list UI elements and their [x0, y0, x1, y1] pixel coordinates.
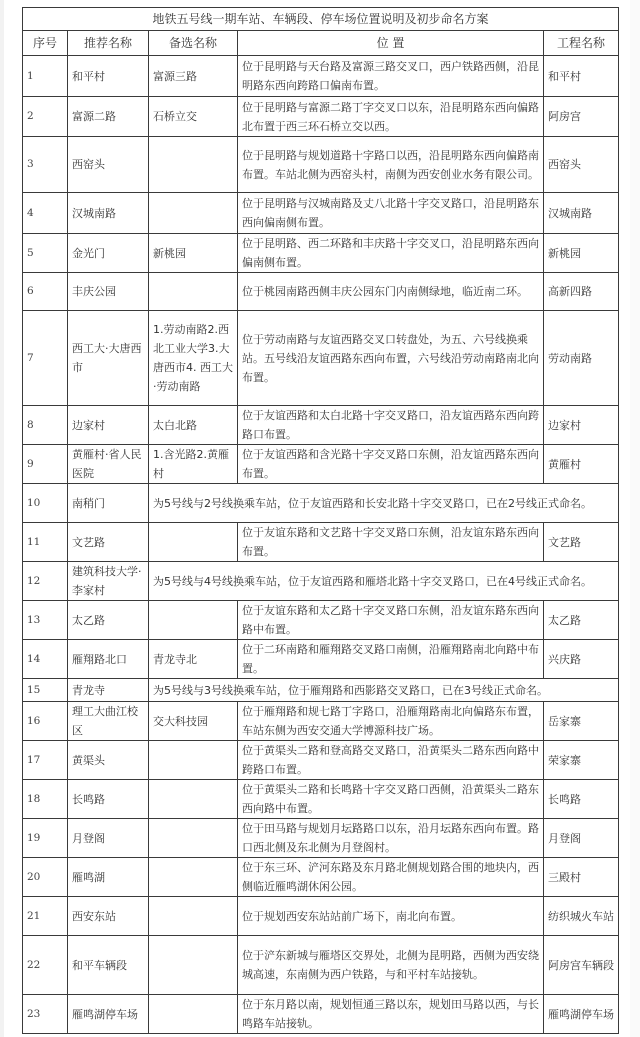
row-number: 9	[23, 445, 68, 484]
project-name: 荣家寨	[544, 741, 619, 780]
alternative-name: 交大科技园	[149, 702, 238, 741]
recommended-name: 理工大曲江校区	[68, 702, 149, 741]
location-description: 位于二环南路和雁翔路交叉路口南侧，沿雁翔路南北向路中布置。	[238, 640, 544, 679]
station-naming-table	[22, 7, 619, 1034]
project-name: 长鸣路	[544, 780, 619, 819]
alternative-name	[149, 858, 238, 897]
table-row	[23, 445, 619, 484]
recommended-name: 雁翔路北口	[68, 640, 149, 679]
row-number: 14	[23, 640, 68, 679]
alternative-name: 富源三路	[149, 56, 238, 97]
row-number: 23	[23, 995, 68, 1034]
recommended-name: 黄雁村·省人民医院	[68, 445, 149, 484]
row-number: 17	[23, 741, 68, 780]
recommended-name: 南稍门	[68, 484, 149, 523]
alternative-name	[149, 523, 238, 562]
recommended-name: 太乙路	[68, 601, 149, 640]
table-row	[23, 897, 619, 936]
table-row	[23, 995, 619, 1034]
project-name: 和平村	[544, 56, 619, 97]
alternative-name: 青龙寺北	[149, 640, 238, 679]
location-description: 位于昆明路与汉城南路及丈八北路十字交叉路口，沿昆明路东西向偏南侧布置。	[238, 193, 544, 234]
header-alternative-name: 备选名称	[149, 31, 238, 56]
row-number: 12	[23, 562, 68, 601]
table-row	[23, 780, 619, 819]
alternative-name	[149, 897, 238, 936]
recommended-name: 雁鸣湖停车场	[68, 995, 149, 1034]
recommended-name: 青龙寺	[68, 679, 149, 702]
recommended-name: 文艺路	[68, 523, 149, 562]
row-number: 20	[23, 858, 68, 897]
project-name: 高新四路	[544, 273, 619, 311]
transfer-note: 为5号线与3号线换乘车站，位于雁翔路和西影路交叉路口，已在3号线正式命名。	[149, 679, 619, 702]
recommended-name: 西安东站	[68, 897, 149, 936]
recommended-name: 黄渠头	[68, 741, 149, 780]
recommended-name: 西窑头	[68, 137, 149, 193]
location-description: 位于桃园南路西侧丰庆公园东门内南侧绿地，临近南二环。	[238, 273, 544, 311]
location-description: 位于浐东新城与雁塔区交界处，北侧为昆明路，西侧为西安绕城高速，东南侧为西户铁路，与和平村车站接轨。	[238, 936, 544, 995]
alternative-name: 1.劳动南路2.西北工业大学3.大唐西市4. 西工大·劳动南路	[149, 311, 238, 406]
page-left-edge	[0, 0, 4, 1037]
location-description: 位于昆明路与富源二路丁字交叉口以东，沿昆明路东西向偏路北布置于西三环石桥立交以西。	[238, 97, 544, 137]
row-number: 3	[23, 137, 68, 193]
recommended-name: 月登阁	[68, 819, 149, 858]
row-number: 16	[23, 702, 68, 741]
project-name: 月登阁	[544, 819, 619, 858]
transfer-note: 为5号线与4号线换乘车站，位于友谊西路和雁塔北路十字交叉路口，已在4号线正式命名。	[149, 562, 619, 601]
location-description: 位于东月路以南，规划恒通三路以东，规划田马路以西，与长鸣路车站接轨。	[238, 995, 544, 1034]
project-name: 劳动南路	[544, 311, 619, 406]
table-row	[23, 311, 619, 406]
recommended-name: 雁鸣湖	[68, 858, 149, 897]
row-number: 13	[23, 601, 68, 640]
header-number: 序号	[23, 31, 68, 56]
location-description: 位于友谊东路和文艺路十字交叉路口东侧，沿友谊东路东西向布置。	[238, 523, 544, 562]
row-number: 6	[23, 273, 68, 311]
table-row	[23, 936, 619, 995]
row-number: 19	[23, 819, 68, 858]
project-name: 汉城南路	[544, 193, 619, 234]
row-number: 8	[23, 406, 68, 445]
table-row	[23, 484, 619, 523]
table-title: 地铁五号线一期车站、车辆段、停车场位置说明及初步命名方案	[23, 8, 619, 31]
page-right-edge	[630, 0, 640, 1037]
recommended-name: 边家村	[68, 406, 149, 445]
recommended-name: 金光门	[68, 234, 149, 273]
project-name: 西窑头	[544, 137, 619, 193]
location-description: 位于友谊西路和含光路十字交叉路口东侧，沿友谊西路东西向布置。	[238, 445, 544, 484]
table-row	[23, 234, 619, 273]
table-row	[23, 858, 619, 897]
row-number: 10	[23, 484, 68, 523]
location-description: 位于昆明路、西二环路和丰庆路十字交叉口，沿昆明路东西向偏南侧布置。	[238, 234, 544, 273]
location-description: 位于黄渠头二路和长鸣路十字交叉路口西侧，沿黄渠头二路东西向路中布置。	[238, 780, 544, 819]
location-description: 位于黄渠头二路和登高路交叉路口，沿黄渠头二路东西向路中跨路口布置。	[238, 741, 544, 780]
table-row	[23, 601, 619, 640]
alternative-name: 太白北路	[149, 406, 238, 445]
table-row	[23, 702, 619, 741]
alternative-name	[149, 273, 238, 311]
recommended-name: 丰庆公园	[68, 273, 149, 311]
table-body	[23, 56, 619, 1034]
alternative-name	[149, 193, 238, 234]
project-name: 阿房宫	[544, 97, 619, 137]
table-row	[23, 640, 619, 679]
location-description: 位于雁翔路和规七路丁字路口，沿雁翔路南北向偏路东布置，车站东侧为西安交通大学博源科技广场。	[238, 702, 544, 741]
project-name: 新桃园	[544, 234, 619, 273]
table-row	[23, 523, 619, 562]
row-number: 15	[23, 679, 68, 702]
project-name: 兴庆路	[544, 640, 619, 679]
alternative-name	[149, 780, 238, 819]
recommended-name: 西工大·大唐西市	[68, 311, 149, 406]
table-row	[23, 137, 619, 193]
header-location: 位 置	[238, 31, 544, 56]
row-number: 1	[23, 56, 68, 97]
alternative-name: 石桥立交	[149, 97, 238, 137]
location-description: 位于田马路与规划月坛路路口以东，沿月坛路东西向布置。路口西北侧及东北侧为月登阁村。	[238, 819, 544, 858]
alternative-name	[149, 137, 238, 193]
recommended-name: 富源二路	[68, 97, 149, 137]
table-row	[23, 56, 619, 97]
alternative-name: 新桃园	[149, 234, 238, 273]
recommended-name: 建筑科技大学·李家村	[68, 562, 149, 601]
table-row	[23, 819, 619, 858]
project-name: 纺织城火车站	[544, 897, 619, 936]
recommended-name: 和平村	[68, 56, 149, 97]
project-name: 三殿村	[544, 858, 619, 897]
recommended-name: 长鸣路	[68, 780, 149, 819]
row-number: 18	[23, 780, 68, 819]
row-number: 7	[23, 311, 68, 406]
alternative-name: 1.含光路2.黄雁村	[149, 445, 238, 484]
table-row	[23, 406, 619, 445]
project-name: 雁鸣湖停车场	[544, 995, 619, 1034]
row-number: 11	[23, 523, 68, 562]
alternative-name	[149, 936, 238, 995]
header-recommended-name: 推荐名称	[68, 31, 149, 56]
row-number: 5	[23, 234, 68, 273]
transfer-note: 为5号线与2号线换乘车站，位于友谊西路和长安北路十字交叉路口，已在2号线正式命名。	[149, 484, 619, 523]
header-project-name: 工程名称	[544, 31, 619, 56]
project-name: 阿房宫车辆段	[544, 936, 619, 995]
project-name: 黄雁村	[544, 445, 619, 484]
location-description: 位于东三环、浐河东路及东月路北侧规划路合围的地块内，西侧临近雁鸣湖休闲公园。	[238, 858, 544, 897]
location-description: 位于友谊东路和太乙路十字交叉路口东侧，沿友谊东路东西向路中布置。	[238, 601, 544, 640]
table-row	[23, 273, 619, 311]
alternative-name	[149, 995, 238, 1034]
location-description: 位于规划西安东站站前广场下，南北向布置。	[238, 897, 544, 936]
alternative-name	[149, 819, 238, 858]
recommended-name: 汉城南路	[68, 193, 149, 234]
alternative-name	[149, 741, 238, 780]
location-description: 位于友谊西路和太白北路十字交叉路口，沿友谊西路东西向跨路口布置。	[238, 406, 544, 445]
location-description: 位于昆明路与规划道路十字路口以西，沿昆明路东西向偏路南布置。车站北侧为西窑头村，南侧为西安创业水务有限公司。	[238, 137, 544, 193]
project-name: 文艺路	[544, 523, 619, 562]
table-row	[23, 193, 619, 234]
row-number: 2	[23, 97, 68, 137]
table-row	[23, 679, 619, 702]
project-name: 岳家寨	[544, 702, 619, 741]
row-number: 22	[23, 936, 68, 995]
row-number: 21	[23, 897, 68, 936]
table-row	[23, 97, 619, 137]
alternative-name	[149, 601, 238, 640]
table-row	[23, 562, 619, 601]
location-description: 位于昆明路与天台路及富源三路交叉口，西户铁路西侧，沿昆明路东西向跨路口偏南布置。	[238, 56, 544, 97]
project-name: 边家村	[544, 406, 619, 445]
location-description: 位于劳动南路与友谊西路交叉口转盘处，为五、六号线换乘站。五号线沿友谊西路东西向布置，六号线沿劳动南路南北向布置。	[238, 311, 544, 406]
project-name: 太乙路	[544, 601, 619, 640]
table-row	[23, 741, 619, 780]
row-number: 4	[23, 193, 68, 234]
recommended-name: 和平车辆段	[68, 936, 149, 995]
